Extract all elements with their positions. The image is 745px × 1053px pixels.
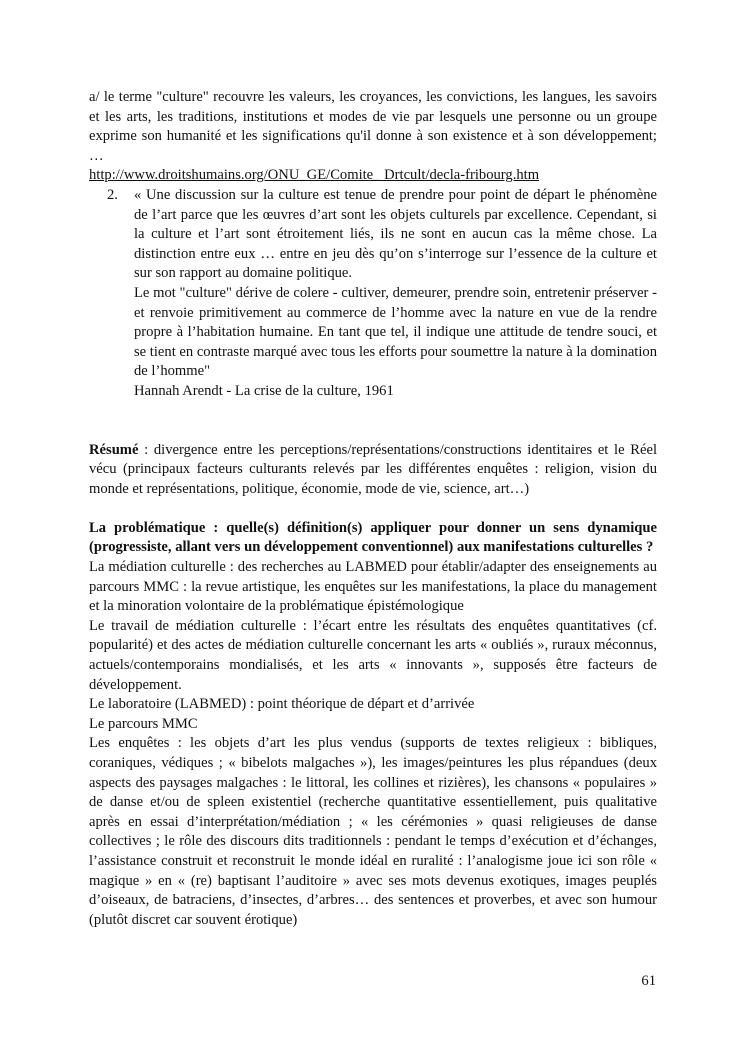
- problematique-heading: [89, 519, 657, 558]
- resume-paragraph: [89, 441, 657, 500]
- laboratoire-line: Le laboratoire (LABMED) : point théorique de départ et d’arrivée: [89, 696, 475, 713]
- arendt-quote-paragraph-1: « Une discussion sur la culture est tenue de prendre pour point de départ le phénomène de l’art parce que les œuvres d’art sont les objets culturels par excellence. Cependant, si la culture et l’art sont étroitement liés, ils ne sont en aucun cas la même chose. La distinction entre eux … entre en jeu dès qu’on s’interroge sur l’essence de la culture et sur son rapport au domaine politique.: [134, 186, 657, 282]
- resume-label: Résumé: [89, 441, 139, 458]
- enquetes-paragraph: Les enquêtes : les objets d’art les plus vendus (supports de textes religieux : bibliques, coraniques, védiques ; « bibelots malgaches »), les images/peintures les plus répandues (deux aspects des paysages malgaches : le littoral, les collines et rizières), les chansons « populaires » de danse et/ou de spleen existentiel (recherche quantitative essentiellement, puis qualitative après en essai d’interprétation/médiation ; « les cérémonies » quasi religieuses de danse collectives ; le rôle des discours dits traditionnels : pendant le temps d’exécution et d’échanges, l’assistance construit et reconstruit le monde idéal en ruralité : l’analogisme joue ici son rôle « magique » en « (re) baptisant l’auditoire » avec ses mots devenus exotiques, images peuplés d’oiseaux, de batraciens, d’insectes, d’arbres… des sentences et proverbes, et avec son humour (plutôt discret car souvent érotique): [89, 735, 657, 928]
- page-number: 61: [641, 973, 656, 989]
- resume-text: : divergence entre les perceptions/représentations/constructions identitaires et le Réel vécu (principaux facteurs culturants relevés par les différentes enquêtes : religion, vision du monde et représentations, politique, économie, mode de vie, science, art…): [89, 441, 657, 497]
- problematique-text: La problématique : quelle(s) définition(s) appliquer pour donner un sens dynamique (progressiste, allant vers un développement conventionnel) aux manifestations culturelles ?: [89, 519, 657, 556]
- culture-definition-paragraph: a/ le terme "culture" recouvre les valeurs, les croyances, les convictions, les langues, les savoirs et les arts, les traditions, institutions et modes de vie par lesquels une personne ou un groupe exprime son humanité et les significations qu'il donne à son existence et à son développement; …: [89, 89, 657, 164]
- page-body: [89, 88, 657, 930]
- list-item-2: [89, 186, 657, 402]
- mediation-paragraph: La médiation culturelle : des recherches au LABMED pour établir/adapter des enseignements au parcours MMC : la revue artistique, les enquêtes sur les manifestations, la place du management et la minoration volontaire de la problématique épistémologique: [89, 559, 657, 615]
- list-number: 2.: [107, 186, 118, 203]
- source-link[interactable]: http://www.droitshumains.org/ONU_GE/Comite_ Drtcult/decla-fribourg.htm: [89, 167, 540, 184]
- parcours-line: Le parcours MMC: [89, 715, 198, 732]
- travail-paragraph: Le travail de médiation culturelle : l’écart entre les résultats des enquêtes quantitatives (cf. popularité) et des actes de médiation culturelle concernant les arts « oubliés », ruraux méconnus, actuels/contemporains mondialisés, et les arts « innovants », supposés être facteurs de développement.: [89, 617, 657, 693]
- quote-citation: Hannah Arendt - La crise de la culture, 1961: [134, 382, 394, 399]
- arendt-quote-paragraph-2: Le mot "culture" dérive de colere - cultiver, demeurer, prendre soin, entretenir préserver - et renvoie primitivement au commerce de l’homme avec la nature en vue de la rendre propre à l’habitation humaine. En tant que tel, il indique une attitude de tendre souci, et se tient en contraste marqué avec tous les efforts pour soumettre la nature à la domination de l’homme": [134, 284, 657, 380]
